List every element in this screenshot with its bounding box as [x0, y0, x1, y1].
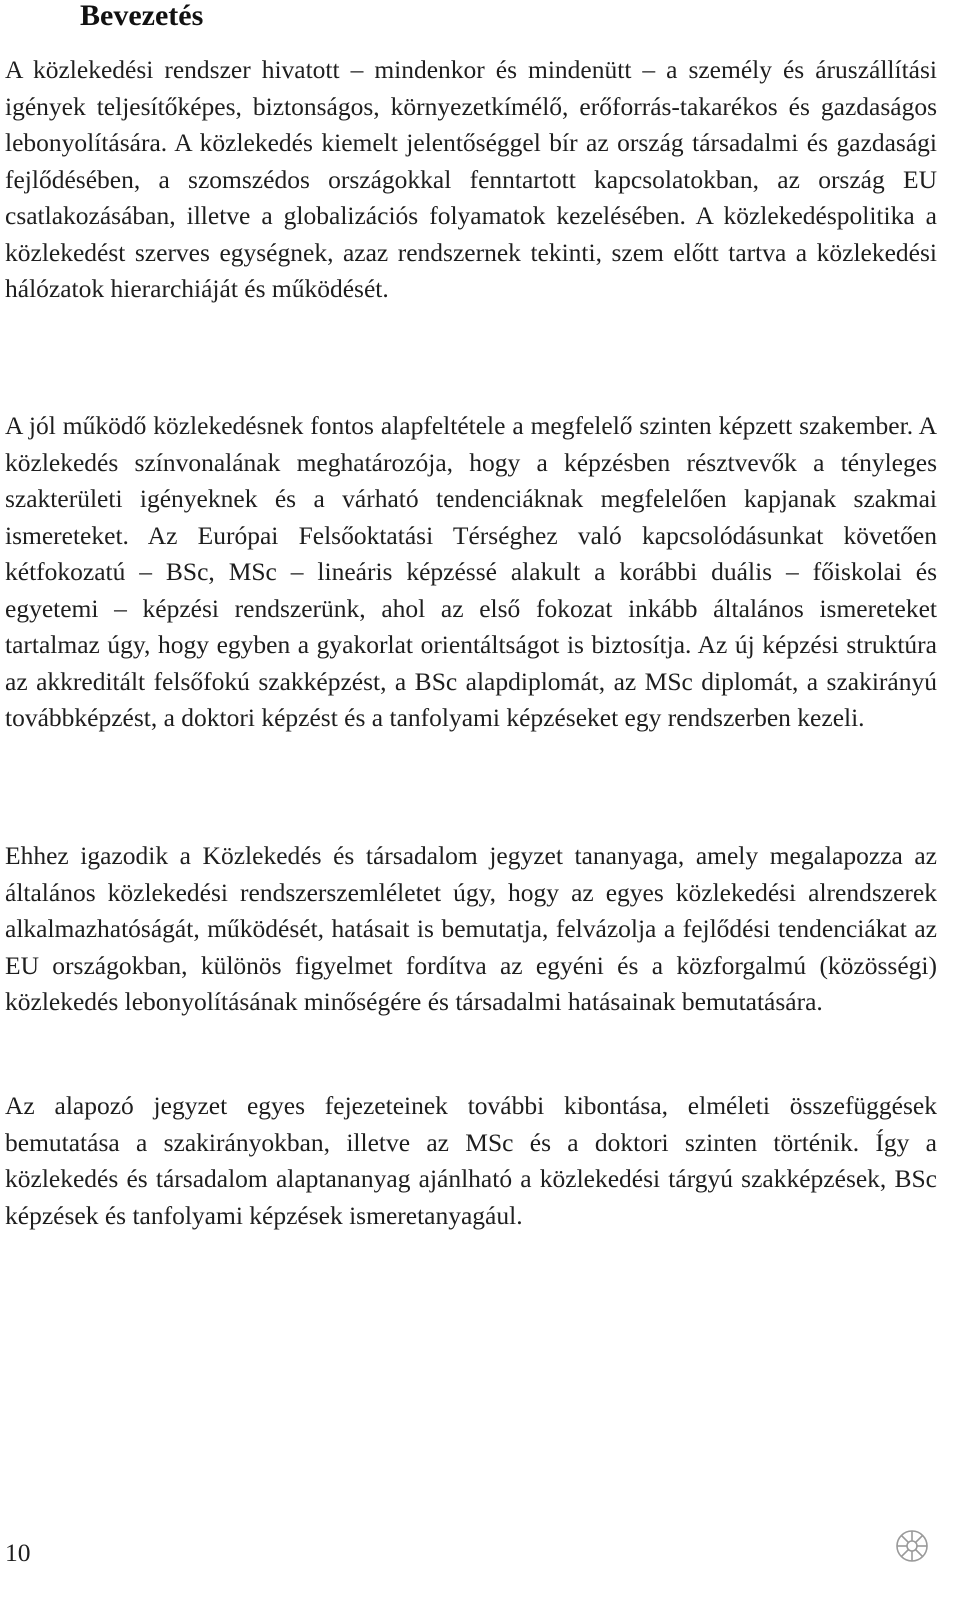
page-number: 10 — [5, 1538, 31, 1567]
section-heading: Bevezetés — [80, 0, 204, 32]
paragraph-curriculum: Ehhez igazodik a Közlekedés és társadalom jegyzet tananyaga, amely megalapozza az általános közlekedési rendszerszemléletet úgy, hogy az egyes közlekedési alrendszerek alkalmazhatóságát, működését, hatásait is bemutatja, felvázolja a fejlődési tendenciákat az EU országokban, különös figyelmet fordítva az egyéni és a közforgalmú (közösségi) közlekedés lebonyolításának minőségére és társadalmi hatásainak bemutatására. — [5, 841, 937, 1016]
paragraph-intro: A közlekedési rendszer hivatott – mindenkor és mindenütt – a személy és áruszállítási igények teljesítőképes, biztonságos, környezetkímélő, erőforrás-takarékos és gazdaságos lebonyolítására. A közlekedés kiemelt jelentőséggel bír az ország társadalmi és gazdasági fejlődésében, a szomszédos országokkal fenntartott kapcsolatokban, az ország EU csatlakozásában, illetve a globalizációs folyamatok kezelésében. A közlekedéspolitika a közlekedést szerves egységnek, azaz rendszernek tekinti, szem előtt tartva a közlekedési hálózatok hierarchiáját és működését. — [5, 55, 937, 303]
paragraph-further-topics: Az alapozó jegyzet egyes fejezeteinek további kibontása, elméleti összefüggések bemutatása a szakirányokban, illetve az MSc és a doktori szinten történik. Így a közlekedés és társadalom alaptananyag ajánlható a közlekedési tárgyú szakképzések, BSc képzések és tanfolyami képzések ismeretanyagául. — [5, 1091, 937, 1230]
decorative-rosette-icon — [894, 1528, 930, 1564]
paragraph-training: A jól működő közlekedésnek fontos alapfeltétele a megfelelő szinten képzett szakember. A közlekedés színvonalának meghatározója, hogy a képzésben résztvevők a tényleges szakterületi igényeknek és a várható tendenciáknak megfelelően kapjanak szakmai ismereteket. Az Európai Felsőoktatási Térséghez való kapcsolódásunkat követően kétfokozatú – BSc, MSc – lineáris képzéssé alakult a korábbi duális – főiskolai és egyetemi – képzési rendszerünk, ahol az első fokozat inkább általános ismereteket tartalmaz úgy, hogy egyben a gyakorlat orientáltságot is biztosítja. Az új képzési struktúra az akkreditált felsőfokú szakképzést, a BSc alapdiplomát, az MSc diplomát, a szakirányú továbbképzést, a doktori képzést és a tanfolyami képzéseket egy rendszerben kezeli. — [5, 411, 937, 732]
